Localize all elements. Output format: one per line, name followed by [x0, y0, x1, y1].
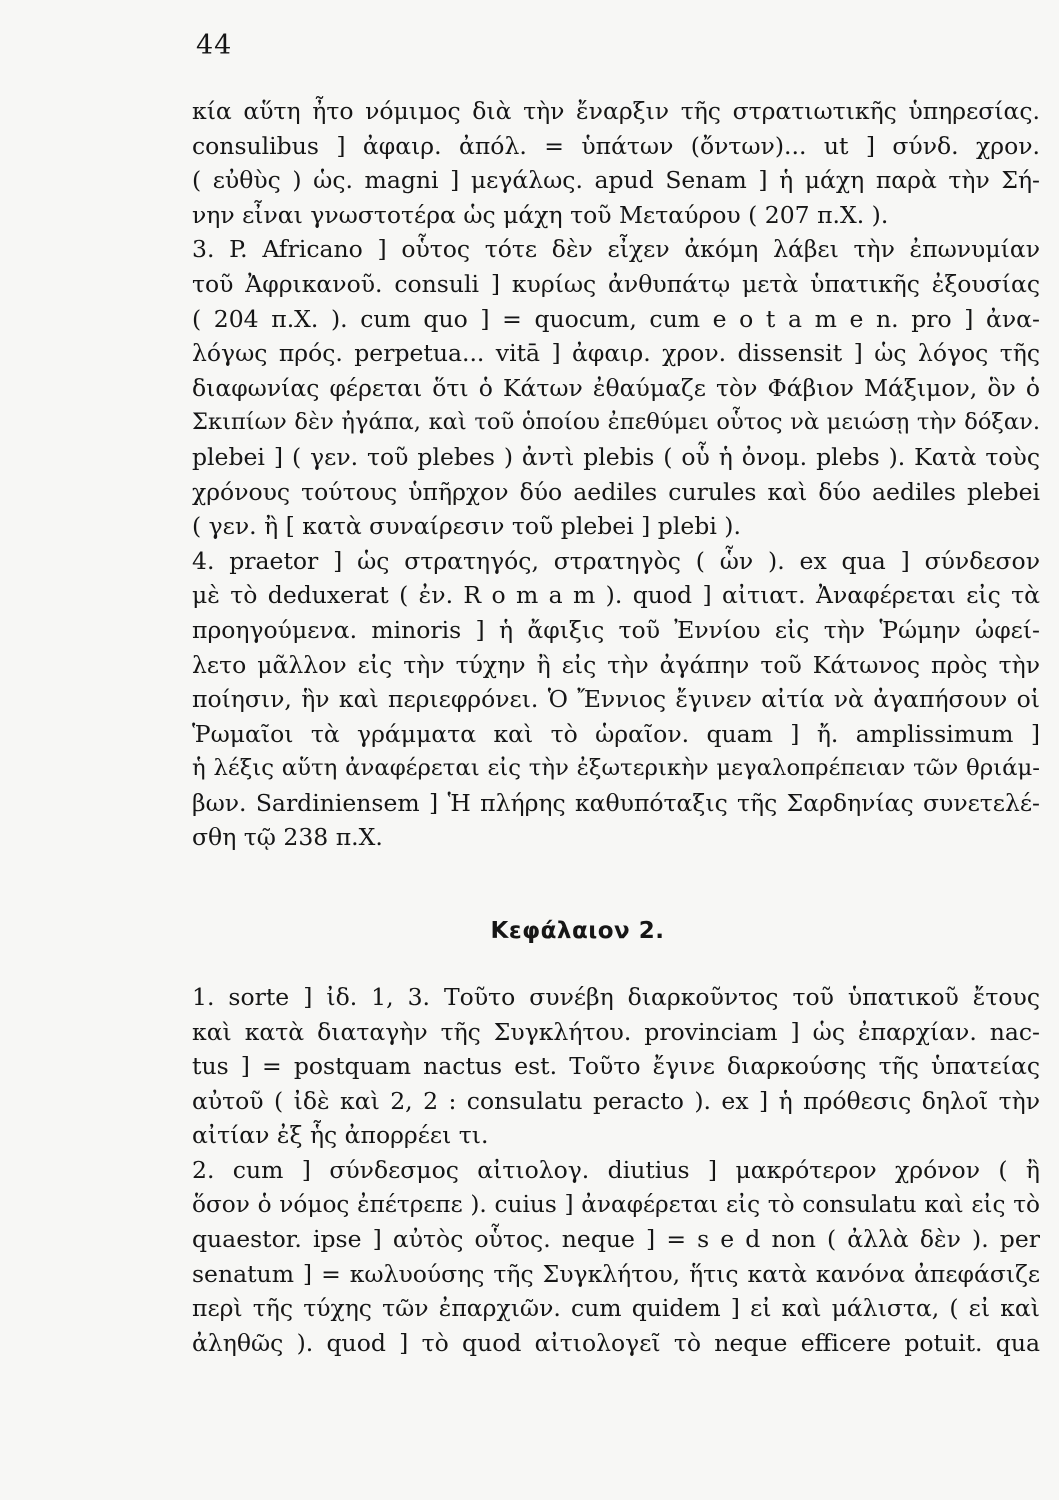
text-line: 3. P. Africano ] οὗτος τότε δὲν εἶχεν ἀκόμη λάβει τὴν ἐπωνυμίαν — [192, 235, 1040, 264]
text-line: περὶ τῆς τύχης τῶν ἐπαρχιῶν. cum quidem ] εἰ καὶ μάλιστα, ( εἰ καὶ — [192, 1294, 1040, 1323]
text-line: 1. sorte ] ἰδ. 1, 3. Τοῦτο συνέβη διαρκοῦντος τοῦ ὑπατικοῦ ἔτους — [192, 983, 1040, 1011]
text-line: σθη τῷ 238 π.Χ. — [192, 823, 383, 852]
text-line: ( 204 π.Χ. ). cum quo ] = quocum, cum e o t a m e n. pro ] ἀνα- — [192, 304, 1040, 333]
text-line: senatum ] = κωλυούσης τῆς Συγκλήτου, ἥτις κατὰ κανόνα ἀπεφάσιζε — [192, 1259, 1040, 1288]
text-line: τοῦ Ἀφρικανοῦ. consuli ] κυρίως ἀνθυπάτῳ μετὰ ὑπατικῆς ἐξουσίας — [192, 269, 1040, 298]
text-line: quaestor. ipse ] αὐτὸς οὗτος. neque ] = s e d non ( ἀλλὰ δὲν ). per — [192, 1225, 1040, 1254]
text-line: νην εἶναι γνωστοτέρα ὡς μάχη τοῦ Μεταύρου ( 207 π.Χ. ). — [192, 200, 889, 229]
text-line: ἀληθῶς ). quod ] τὸ quod αἰτιολογεῖ τὸ neque efficere potuit. qua — [192, 1328, 1040, 1357]
text-line: προηγούμενα. minoris ] ἡ ἄφιξις τοῦ Ἐννίου εἰς τὴν Ῥώμην ὠφεί- — [192, 615, 1040, 644]
commentary-section-2 — [192, 980, 1040, 1361]
text-line: consulibus ] ἀφαιρ. ἀπόλ. = ὑπάτων (ὄντων)... ut ] σύνδ. χρον. — [192, 131, 1040, 160]
text-line: ἡ λέξις αὕτη ἀναφέρεται εἰς τὴν ἐξωτερικὴν μεγαλοπρέπειαν τῶν θριάμ- — [192, 755, 1040, 782]
text-line: βων. Sardiniensem ] Ἡ πλήρης καθυπόταξις τῆς Σαρδηνίας συνετελέ- — [192, 788, 1040, 817]
text-line: ( γεν. ἢ [ κατὰ συναίρεσιν τοῦ plebei ] plebi ). — [192, 512, 741, 541]
text-line: ποίησιν, ἣν καὶ περιεφρόνει. Ὁ Ἔννιος ἔγινεν αἰτία νὰ ἀγαπήσουν οἱ — [192, 685, 1040, 714]
text-line: κία αὕτη ἦτο νόμιμος διὰ τὴν ἔναρξιν τῆς στρατιωτικῆς ὑπηρεσίας. — [192, 97, 1040, 125]
text-line: καὶ κατὰ διαταγὴν τῆς Συγκλήτου. provinciam ] ὡς ἐπαρχίαν. nac- — [192, 1017, 1040, 1046]
text-line: διαφωνίας φέρεται ὅτι ὁ Κάτων ἐθαύμαζε τὸν Φάβιον Μάξιμον, ὃν ὁ — [192, 373, 1040, 402]
text-line: 4. praetor ] ὡς στρατηγός, στρατηγὸς ( ὧν ). ex qua ] σύνδεσον — [192, 546, 1040, 575]
text-line: ὅσον ὁ νόμος ἐπέτρεπε ). cuius ] ἀναφέρεται εἰς τὸ consulatu καὶ εἰς τὸ — [192, 1190, 1040, 1218]
text-line: plebei ] ( γεν. τοῦ plebes ) ἀντὶ plebis ( οὗ ἡ ὀνομ. plebs ). Κατὰ τοὺς — [192, 442, 1040, 471]
text-line: tus ] = postquam nactus est. Τοῦτο ἔγινε διαρκούσης τῆς ὑπατείας — [192, 1052, 1040, 1081]
text-line: ( εὐθὺς ) ὡς. magni ] μεγάλως. apud Senam ] ἡ μάχη παρὰ τὴν Σή- — [192, 166, 1040, 195]
text-line: αἰτίαν ἐξ ἧς ἀπορρέει τι. — [192, 1121, 489, 1150]
text-line: Ῥωμαῖοι τὰ γράμματα καὶ τὸ ὡραῖον. quam ] ἤ. amplissimum ] — [192, 719, 1040, 748]
text-line: χρόνους τούτους ὑπῆρχον δύο aediles curules καὶ δύο aediles plebei — [192, 477, 1040, 506]
text-line: αὐτοῦ ( ἰδὲ καὶ 2, 2 : consulatu peracto ). ex ] ἡ πρόθεσις δηλοῖ τὴν — [192, 1086, 1040, 1115]
page-number: 44 — [196, 30, 233, 61]
text-line: Σκιπίων δὲν ἠγάπα, καὶ τοῦ ὁποίου ἐπεθύμει οὗτος νὰ μειώσῃ τὴν δόξαν. — [192, 409, 1040, 436]
text-line: λόγως πρός. perpetua... vitā ] ἀφαιρ. χρον. dissensit ] ὡς λόγος τῆς — [192, 339, 1040, 368]
commentary-section-1 — [192, 94, 1040, 855]
text-line: 2. cum ] σύνδεσμος αἰτιολογ. diutius ] μακρότερον χρόνον ( ἢ — [192, 1155, 1040, 1184]
text-line: μὲ τὸ deduxerat ( ἐν. R o m a m ). quod ] αἰτιατ. Ἀναφέρεται εἰς τὰ — [192, 581, 1040, 610]
text-line: λετο μᾶλλον εἰς τὴν τύχην ἢ εἰς τὴν ἀγάπην τοῦ Κάτωνος πρὸς τὴν — [192, 650, 1040, 679]
chapter-heading: Κεφάλαιον 2. — [490, 918, 665, 944]
